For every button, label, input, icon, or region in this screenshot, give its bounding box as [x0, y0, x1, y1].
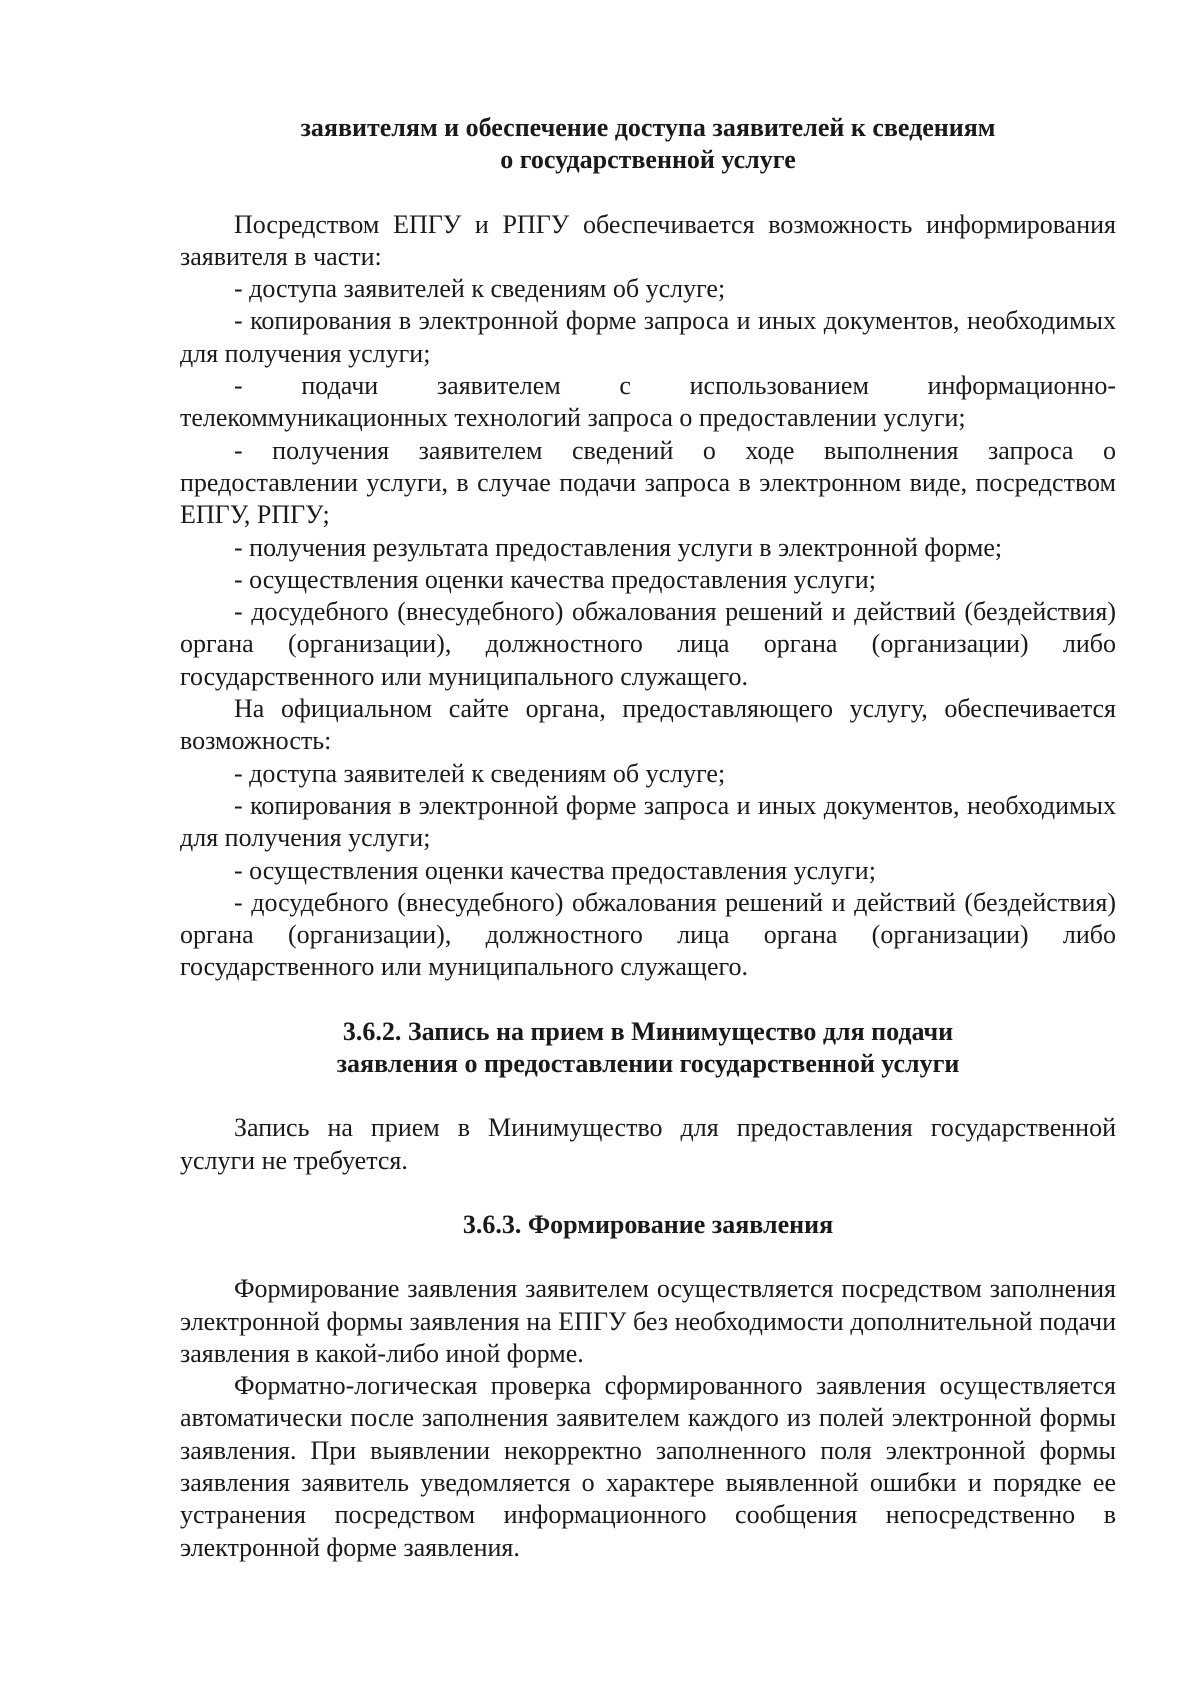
list-item: - копирования в электронной форме запроса и иных документов, необходимых для получения услуги;: [180, 306, 1116, 368]
list-item: - осуществления оценки качества предоставления услуги;: [234, 564, 876, 594]
list-item: - доступа заявителей к сведениям об услуге;: [234, 274, 726, 304]
list-item: - копирования в электронной форме запроса и иных документов, необходимых для получения услуги;: [180, 790, 1116, 853]
document-page: [180, 112, 1116, 1564]
list-item: - подачи заявителем с использованием информационно-телекоммуникационных технологий запроса о предоставлении услуги;: [180, 371, 1116, 433]
paragraph: Посредством ЕПГУ и РПГУ обеспечивается возможность информирования заявителя в части:: [180, 209, 1116, 271]
paragraph: Запись на прием в Минимущество для предоставления государственной услуги не требуется.: [180, 1113, 1116, 1175]
section-heading-access: [180, 112, 1116, 177]
list-item: - доступа заявителей к сведениям об услуге;: [234, 758, 726, 788]
list-item: - досудебного (внесудебного) обжалования решений и действий (бездействия) органа (организации), должностного лица органа (организации) либо государственного или муниципального служащего.: [180, 887, 1116, 982]
heading-line: заявления о предоставлении государственной услуги: [336, 1049, 960, 1079]
paragraph: Формирование заявления заявителем осуществляется посредством заполнения электронной формы заявления на ЕПГУ без необходимости дополнительной подачи заявления в какой-либо иной форме.: [180, 1274, 1116, 1368]
paragraph: Форматно-логическая проверка сформированного заявления осуществляется автоматически после заполнения заявителем каждого из полей электронной формы заявления. При выявлении некорректно заполненного поля электронной формы заявления заявитель уведомляется о характере выявленной ошибки и порядке ее устранения посредством информационного сообщения непосредственно в электронной форме заявления.: [180, 1371, 1116, 1562]
list-item: - досудебного (внесудебного) обжалования решений и действий (бездействия) органа (организации), должностного лица органа (организации) либо государственного или муниципального служащего.: [180, 597, 1116, 691]
section-heading-3-6-3: [180, 1209, 1116, 1241]
heading-line: 3.6.3. Формирование заявления: [462, 1209, 834, 1239]
paragraph: На официальном сайте органа, предоставляющего услугу, обеспечивается возможность:: [180, 694, 1116, 756]
list-item: - получения заявителем сведений о ходе выполнения запроса о предоставлении услуги, в случае подачи запроса в электронном виде, посредством ЕПГУ, РПГУ;: [180, 435, 1116, 530]
section-heading-3-6-2: [180, 1016, 1116, 1081]
section-body-3-6-3: [180, 1273, 1116, 1564]
section-body-3-6-2: [180, 1112, 1116, 1177]
heading-line: о государственной услуге: [500, 145, 796, 175]
list-item: - осуществления оценки качества предоставления услуги;: [234, 855, 876, 885]
heading-line: заявителям и обеспечение доступа заявителей к сведениям: [300, 113, 996, 142]
section-body-access: [180, 209, 1116, 984]
heading-line: 3.6.2. Запись на прием в Минимущество для подачи: [342, 1016, 954, 1046]
list-item: - получения результата предоставления услуги в электронной форме;: [234, 532, 1003, 562]
